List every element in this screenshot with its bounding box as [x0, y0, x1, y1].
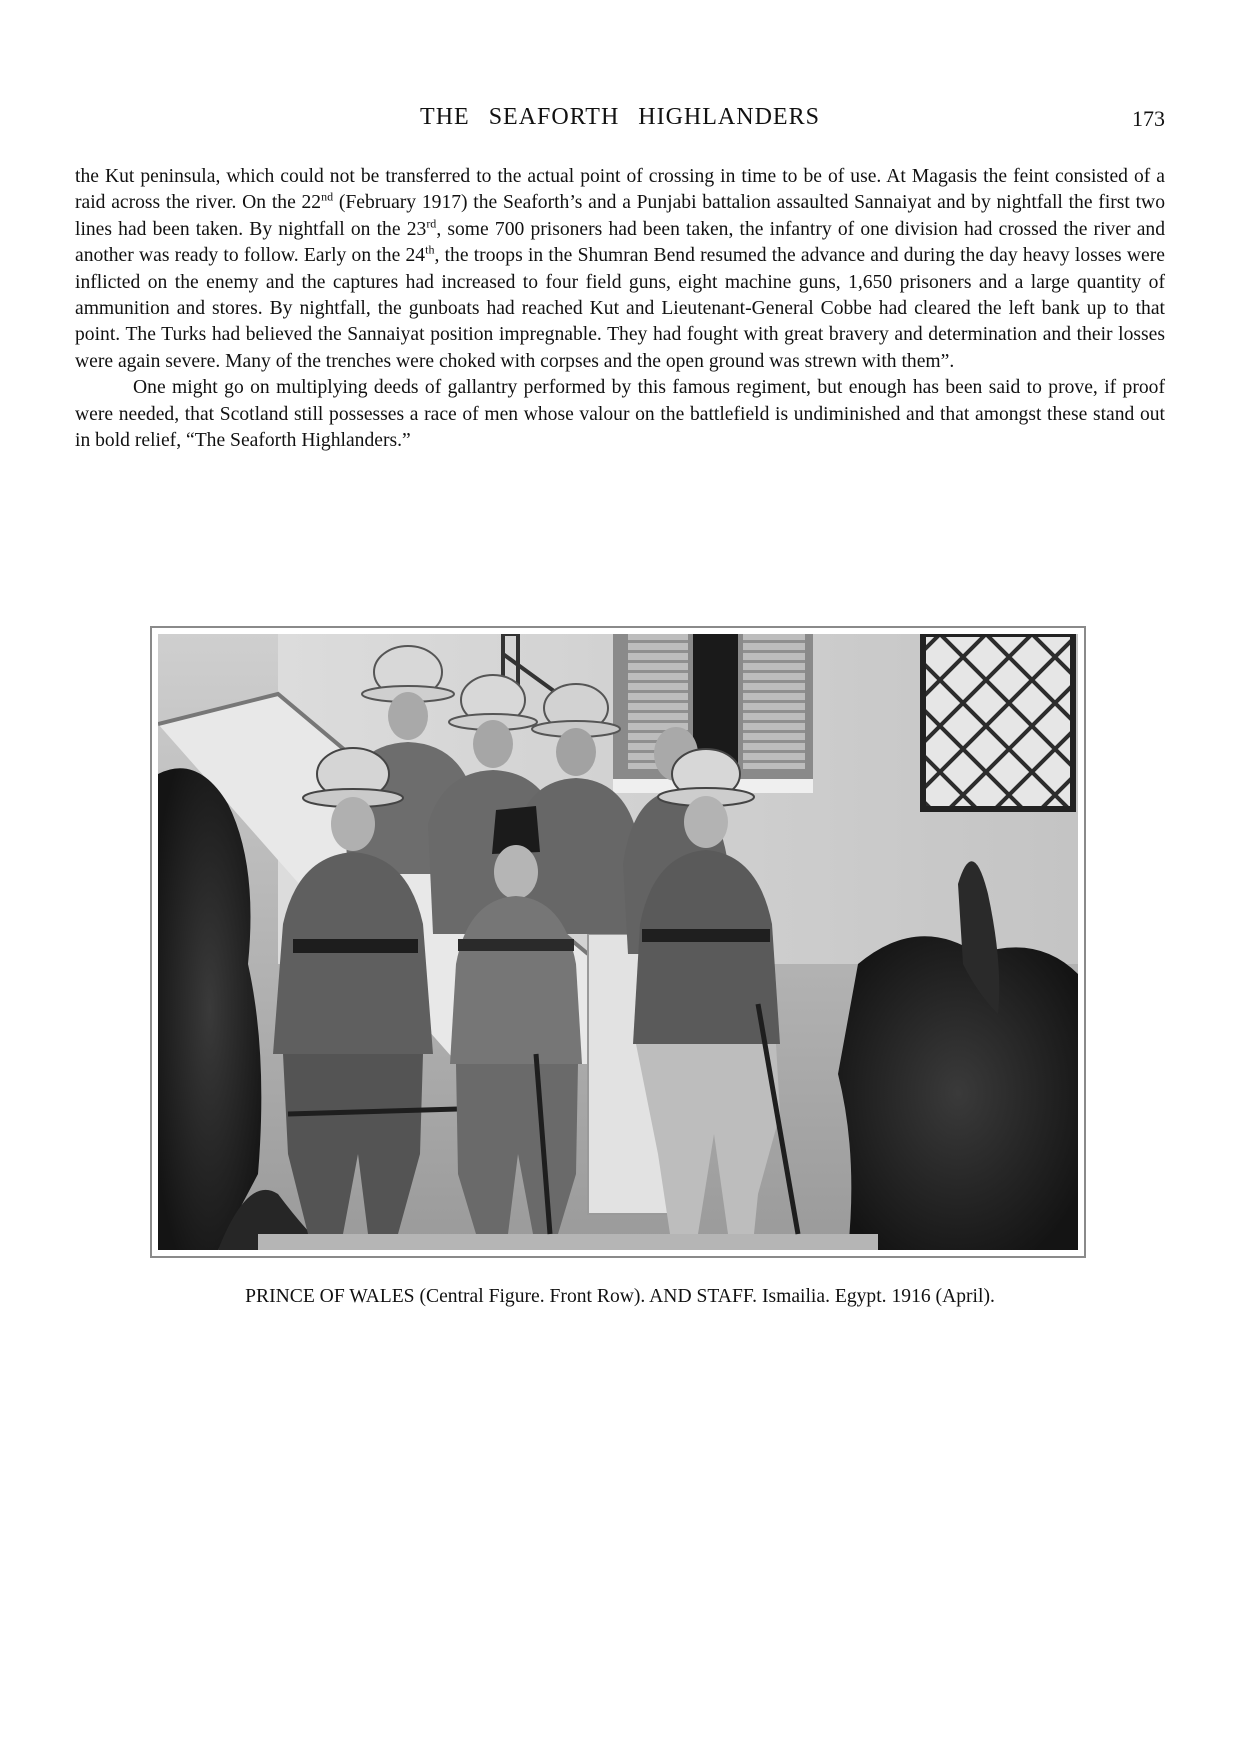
figure-caption: PRINCE OF WALES (Central Figure. Front Row). AND STAFF. Ismailia. Egypt. 1916 (April).	[245, 1286, 995, 1307]
photograph-frame	[150, 626, 1086, 1258]
running-header	[75, 104, 1165, 138]
group-photograph	[158, 634, 1078, 1250]
paragraph-1	[75, 164, 1165, 375]
page-number: 173	[1132, 106, 1165, 131]
superscript-rd: rd	[426, 216, 437, 231]
body-text	[75, 164, 1165, 454]
paragraph-1-text-c: , some 700 prisoners had been taken, the infantry of one division had crossed the river and another was ready to follow. Early on the 24	[75, 218, 1165, 267]
paragraph-1-text-a: the Kut peninsula, which could not be transferred to the actual point of crossing in time to be of use. At Magasis the feint consisted of a raid across the river. On the 22	[75, 166, 1165, 214]
paragraph-1-text-b: (February 1917) the Seaforth’s and a Punjabi battalion assaulted Sannaiyat and by nightfall the first two lines had been taken. By nightfall on the 23	[75, 192, 1165, 240]
paragraph-2: One might go on multiplying deeds of gallantry performed by this famous regiment, but enough has been said to prove, if proof were needed, that Scotland still possesses a race of men whose valour on the battlefield is undiminished and that amongst these stand out in bold relief, “The Seaforth Highlanders.”	[75, 377, 1165, 452]
running-title: THE SEAFORTH HIGHLANDERS	[420, 104, 820, 130]
paragraph-1-text-d: , the troops in the Shumran Bend resumed the advance and during the day heavy losses were inflicted on the enemy and the captures had increased to four field guns, eight machine guns, 1,650 prisoners and a large quantity of ammunition and stores. By nightfall, the gunboats had reached Kut and Lieutenant-General Cobbe had cleared the left bank up to that point. The Turks had believed the Sannaiyat position impregnable. They had fought with great bravery and determination and their losses were again severe. Many of the trenches were choked with corpses and the open ground was strewn with them”.	[75, 245, 1165, 372]
superscript-nd: nd	[321, 189, 334, 204]
superscript-th: th	[425, 242, 435, 257]
